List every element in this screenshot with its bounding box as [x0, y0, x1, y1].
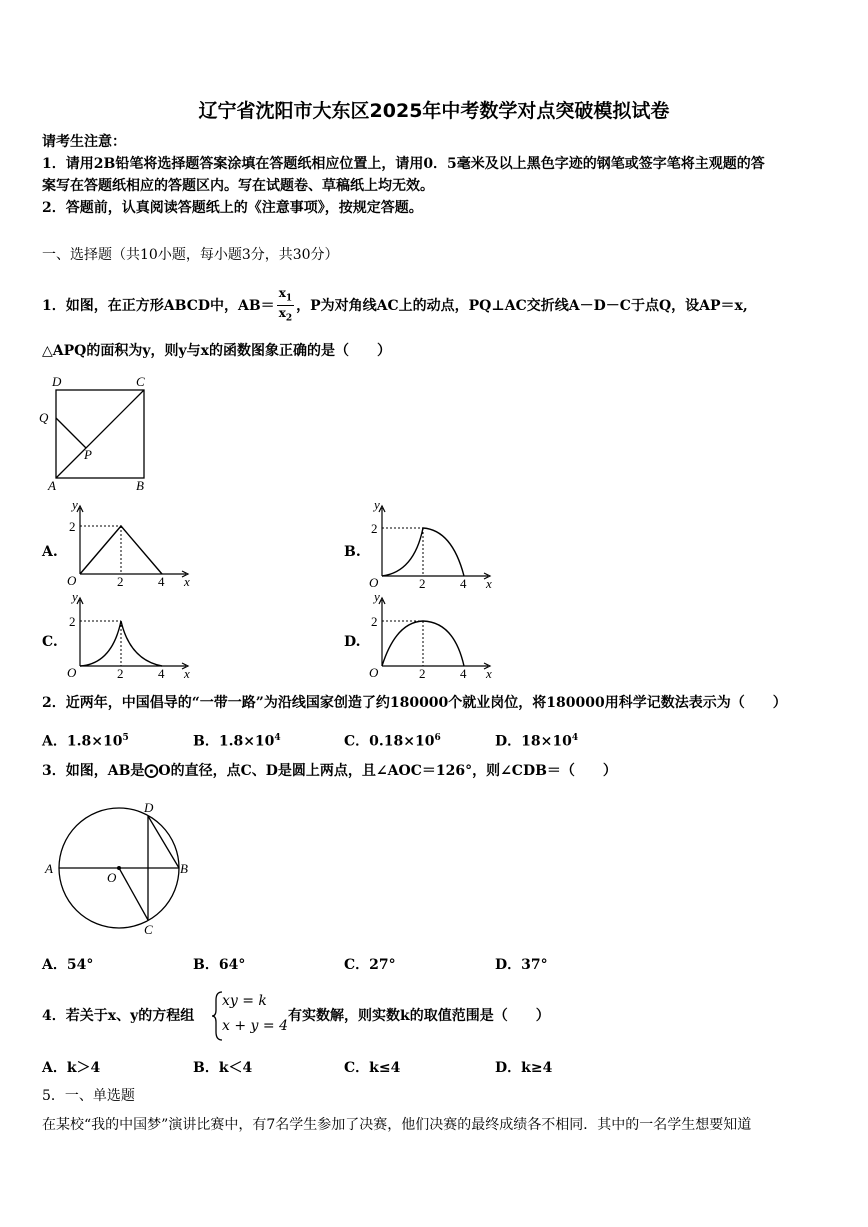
segment-pq: [56, 418, 86, 448]
notice-heading: 请考生注意：: [42, 134, 126, 150]
svg-text:x: x: [486, 666, 492, 680]
q2-option-b: B．$1.8\times 10^4$: [193, 733, 281, 750]
svg-text:4: 4: [158, 574, 165, 588]
label-a: A: [45, 861, 53, 876]
svg-text:O: O: [369, 665, 379, 680]
q5-text: 在某校“我的中国梦”演讲比赛中，有7名学生参加了决赛，他们决赛的最终成绩各不相同．其中的一名学生想要知道: [42, 1117, 752, 1133]
segment-db: [148, 816, 179, 868]
notice-line-3: 2．答题前，认真阅读答题纸上的《注意事项》，按规定答题。: [42, 200, 423, 216]
svg-text:x: x: [184, 666, 190, 680]
label-d: D: [144, 800, 154, 815]
q1-frac-den-sub: 2: [285, 313, 293, 324]
svg-text:y: y: [72, 594, 78, 604]
q1-square-figure: [36, 372, 156, 494]
label-d: D: [52, 374, 62, 389]
svg-text:2: 2: [419, 666, 426, 680]
q1-option-a-label: A.: [42, 544, 58, 560]
q3-circle-figure: [40, 796, 200, 942]
svg-text:4: 4: [460, 666, 467, 680]
notice-line-1: 1．请用2B铅笔将选择题答案涂填在答题纸相应位置上，请用0．5毫米及以上黑色字迹的钢笔或签字笔将主观题的答: [42, 156, 765, 172]
svg-text:2: 2: [117, 574, 124, 588]
label-c: C: [144, 922, 153, 937]
svg-text:y: y: [374, 502, 380, 512]
q3-option-b: B．64°: [193, 957, 246, 973]
svg-text:2: 2: [69, 614, 76, 629]
q4-stem-part2: 有实数解，则实数k的取值范围是（ ）: [288, 1008, 550, 1024]
q1-graph-b: [362, 502, 498, 588]
notice-line-2: 案写在答题纸相应的答题区内。写在试题卷、草稿纸上均无效。: [42, 178, 434, 194]
q1-graph-d: [362, 594, 498, 680]
svg-text:O: O: [369, 575, 379, 588]
q1-option-d-label: D.: [344, 634, 361, 650]
svg-text:2: 2: [69, 519, 76, 534]
q4-equation-2: x + y = 4: [222, 1018, 288, 1034]
q2-option-c: C．$0.18\times 10^6$: [344, 733, 441, 750]
svg-text:x: x: [486, 576, 492, 588]
q5-heading: 5．一、单选题: [42, 1088, 135, 1104]
svg-text:2: 2: [371, 614, 378, 629]
q1-stem-line1: [42, 286, 748, 326]
svg-text:O: O: [67, 573, 77, 588]
label-p: P: [84, 447, 92, 462]
svg-text:2: 2: [371, 521, 378, 536]
q1-frac-num-sub: 1: [285, 293, 293, 304]
q1-frac-num: x: [278, 286, 286, 300]
svg-text:2: 2: [419, 576, 426, 588]
q4-option-c: C．k≤4: [344, 1060, 401, 1076]
svg-text:y: y: [374, 594, 380, 604]
q1-fraction: [277, 286, 294, 326]
section-heading: 一、选择题（共10小题，每小题3分，共30分）: [42, 247, 339, 263]
svg-text:y: y: [72, 502, 78, 512]
q1-option-c-label: C.: [42, 634, 58, 650]
q4-stem-part1: 4．若关于x、y的方程组: [42, 1008, 195, 1024]
label-b: B: [136, 478, 144, 493]
q4-equation-1: xy = k: [222, 993, 267, 1009]
q1-stem-part2: ，P为对角线AC上的动点，PQ⊥AC交折线A－D－C于点Q，设AP＝x,: [296, 297, 748, 314]
graph-d-curve: [382, 621, 464, 666]
q1-stem-line2: △APQ的面积为y，则y与x的函数图象正确的是（ ）: [42, 343, 391, 359]
svg-text:4: 4: [158, 666, 165, 680]
q4-option-a: A．k＞4: [42, 1060, 101, 1076]
q1-graph-a: [60, 502, 196, 588]
q3-option-a: A．54°: [42, 957, 94, 973]
svg-text:2: 2: [117, 666, 124, 680]
q2-stem: 2．近两年，中国倡导的“一带一路”为沿线国家创造了约180000个就业岗位，将180000用科学记数法表示为（ ）: [42, 695, 787, 711]
q3-stem: 3．如图，AB是⨀O的直径，点C、D是圆上两点，且∠AOC＝126°，则∠CDB＝（ ）: [42, 763, 617, 779]
label-c: C: [136, 374, 145, 389]
svg-text:O: O: [67, 665, 77, 680]
label-a: A: [48, 478, 56, 493]
page-title: 辽宁省沈阳市大东区2025年中考数学对点突破模拟试卷: [198, 100, 670, 122]
svg-text:x: x: [184, 574, 190, 588]
q4-option-d: D．k≥4: [495, 1060, 553, 1076]
q3-option-d: D．37°: [495, 957, 548, 973]
label-b: B: [180, 861, 188, 876]
q2-option-d: D．$18\times 10^4$: [495, 733, 579, 750]
segment-oc: [119, 868, 148, 920]
q1-option-b-label: B.: [344, 544, 361, 560]
q1-frac-den: x: [278, 306, 286, 321]
q1-graph-c: [60, 594, 196, 680]
label-q: Q: [39, 410, 49, 425]
label-o: O: [107, 870, 117, 885]
q3-option-c: C．27°: [344, 957, 396, 973]
graph-c-curve: [80, 621, 162, 666]
svg-text:4: 4: [460, 576, 467, 588]
diagonal-ac: [56, 390, 144, 478]
q2-option-a: A．$1.8\times 10^5$: [42, 733, 129, 750]
q4-option-b: B．k＜4: [193, 1060, 253, 1076]
q1-stem-part1: 1．如图，在正方形ABCD中，AB＝: [42, 297, 275, 314]
